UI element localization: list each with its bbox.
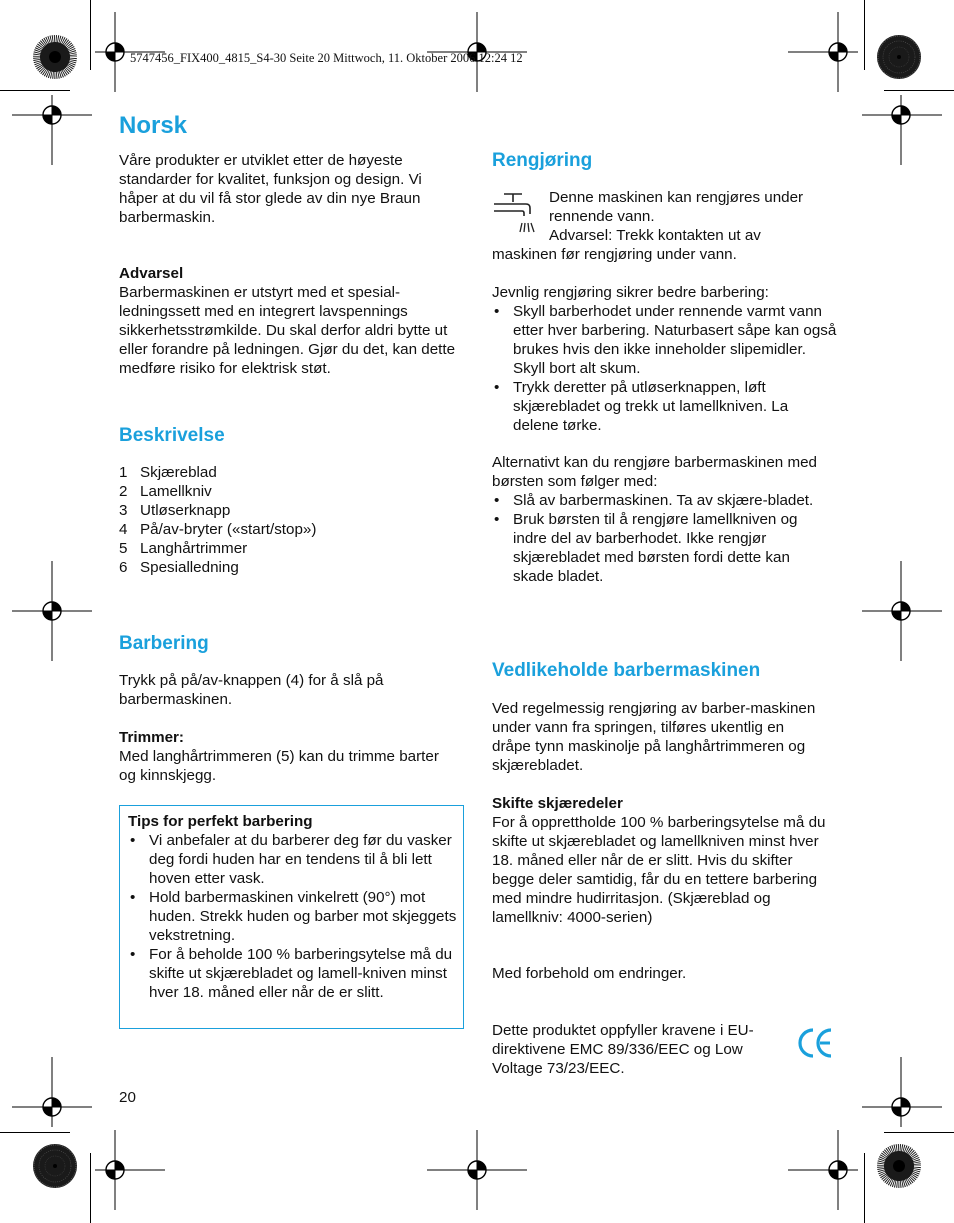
list-item: • Trykk deretter på utløserknappen, løft skjærebladet og trekk ut lamellkniven. La delene tørke. <box>492 378 837 435</box>
trimmer-heading: Trimmer: <box>119 729 184 746</box>
replace-parts-text: For å opprettholde 100 % barberingsytelse må du skifte ut skjærebladet og lamellkniven minst hver 18. måned eller når de er slitt. Hvis du skifter begge deler samtidig, får du en tettere barbering med mindre hudirritasjon. (Skjæreblad og lamellkniv: 4000-serien) <box>492 814 826 926</box>
list-item: 4 På/av-bryter («start/stop») <box>119 521 317 538</box>
maintenance-heading: Vedlikeholde barbermaskinen <box>492 660 761 681</box>
list-item: 1 Skjæreblad <box>119 464 217 481</box>
list-item: • Bruk børsten til å rengjøre lamellkniven og indre del av barberhodet. Ikke rengjør skjærebladet med børsten fordi dette kan skade bladet. <box>492 510 832 586</box>
regular-cleaning-list <box>492 302 837 435</box>
shaving-heading: Barbering <box>119 633 209 654</box>
cleaning-icon-note-4: maskinen før rengjøring under vann. <box>492 246 737 263</box>
tips-box <box>119 805 464 1029</box>
replace-parts-section <box>492 794 837 927</box>
brush-cleaning-list <box>492 491 832 586</box>
ce-mark-icon <box>796 1026 834 1060</box>
page-title: Norsk <box>119 112 188 139</box>
maintenance-text: Ved regelmessig rengjøring av barber-maskinen under vann fra springen, tilføres ukentlig en dråpe tynn maskinolje på langhårtrimmeren og skjærebladet. <box>492 700 816 774</box>
warning-text: Barbermaskinen er utstyrt med et spesial-ledningssett med en integrert lavspennings sikkerhetsstrømkilde. Du skal derfor aldri bytte ut eller forandre på ledningen. Gjør du det, kan dette medføre risiko for elektrisk støt. <box>119 284 456 377</box>
list-item: 3 Utløserknapp <box>119 502 231 519</box>
cleaning-heading: Rengjøring <box>492 150 593 171</box>
trimmer-text: Med langhårtrimmeren (5) kan du trimme barter og kinnskjegg. <box>119 748 439 784</box>
cleaning-icon-note-1: Denne maskinen kan rengjøres under <box>549 189 804 206</box>
list-item: • Slå av barbermaskinen. Ta av skjære-bladet. <box>492 491 832 510</box>
trimmer-section <box>119 728 449 785</box>
tips-list <box>128 831 458 1002</box>
tips-heading: Tips for perfekt barbering <box>128 813 313 830</box>
compliance-text: Dette produktet oppfyller kravene i EU-direktivene EMC 89/336/EEC og Low Voltage 73/23/EEC. <box>492 1022 754 1077</box>
warning-heading: Advarsel <box>119 265 184 282</box>
list-item: 6 Spesialledning <box>119 559 239 576</box>
brush-cleaning-intro: Alternativt kan du rengjøre barbermaskinen med børsten som følger med: <box>492 454 818 490</box>
description-heading: Beskrivelse <box>119 425 225 446</box>
list-item: • Skyll barberhodet under rennende varmt vann etter hver barbering. Naturbasert såpe kan også brukes hvis den ikke inneholder slipemidler. Skyll bort alt skum. <box>492 302 837 378</box>
warning-section <box>119 264 469 378</box>
replace-parts-heading: Skifte skjæredeler <box>492 795 623 812</box>
page-number: 20 <box>119 1089 136 1106</box>
list-item: • Hold barbermaskinen vinkelrett (90°) mot huden. Strekk huden og barber mot skjeggets vekstretning. <box>128 888 458 945</box>
regular-cleaning <box>492 283 837 435</box>
cleaning-icon-note-2: rennende vann. <box>549 208 655 225</box>
parts-list <box>119 463 464 577</box>
list-item: 2 Lamellkniv <box>119 483 212 500</box>
print-header: 5747456_FIX400_4815_S4-30 Seite 20 Mittwoch, 11. Oktober 2006 12:24 12 <box>130 51 523 65</box>
change-notice: Med forbehold om endringer. <box>492 965 687 982</box>
cleaning-icon-note-3: Advarsel: Trekk kontakten ut av <box>549 227 761 244</box>
list-item: • Vi anbefaler at du barberer deg før du vasker deg fordi huden har en tendens til å bli lett hoven etter vask. <box>128 831 458 888</box>
list-item: • For å beholde 100 % barberingsytelse må du skifte ut skjærebladet og lamell-kniven minst hver 18. måned eller når de er slitt. <box>128 945 458 1002</box>
intro-text: Våre produkter er utviklet etter de høyeste standarder for kvalitet, funksjon og design. Vi håper at du vil få stor glede av din nye Braun barbermaskin. <box>119 152 422 226</box>
rinse-under-tap-icon <box>492 190 540 236</box>
list-item: 5 Langhårtrimmer <box>119 540 248 557</box>
shaving-text: Trykk på på/av-knappen (4) for å slå på barbermaskinen. <box>119 672 384 708</box>
brush-cleaning <box>492 453 832 586</box>
regular-cleaning-intro: Jevnlig rengjøring sikrer bedre barbering: <box>492 284 769 301</box>
